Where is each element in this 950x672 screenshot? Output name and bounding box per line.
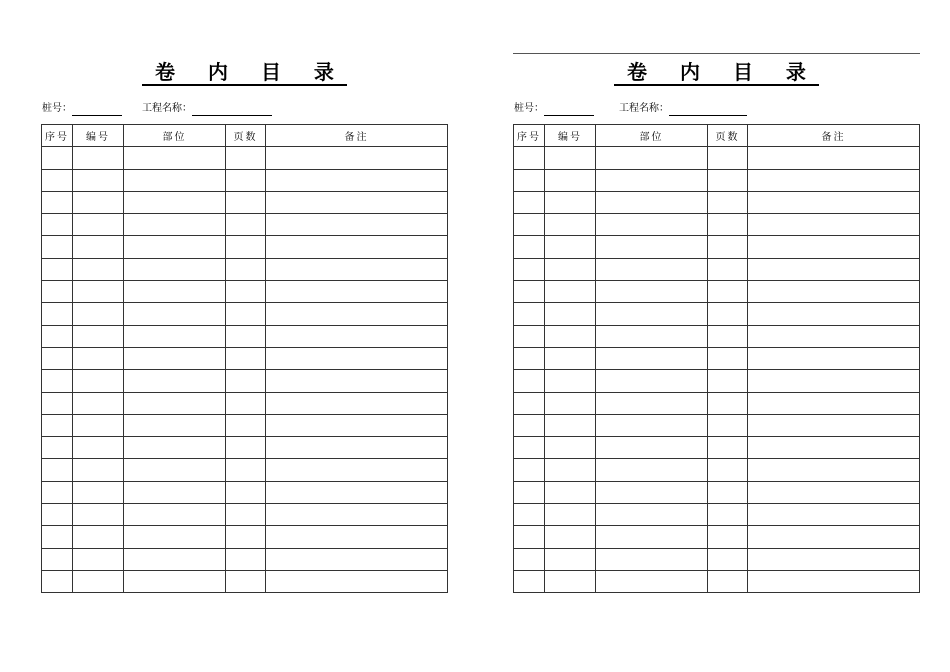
project-blank[interactable] — [669, 104, 747, 116]
table-cell[interactable] — [596, 214, 708, 236]
table-cell[interactable] — [596, 370, 708, 392]
table-row — [42, 504, 448, 526]
table-cell[interactable] — [545, 392, 596, 414]
table-cell[interactable] — [124, 236, 226, 258]
form-title: 卷 内 目 录 — [513, 60, 920, 86]
table-cell[interactable] — [708, 303, 748, 325]
table-cell[interactable] — [42, 347, 73, 369]
table-cell[interactable] — [708, 236, 748, 258]
table-row — [42, 570, 448, 592]
table-cell[interactable] — [42, 437, 73, 459]
table-cell[interactable] — [73, 526, 124, 548]
col-pages: 页数 — [226, 125, 266, 147]
table-cell[interactable] — [73, 437, 124, 459]
table-cell[interactable] — [73, 214, 124, 236]
col-number: 编号 — [545, 125, 596, 147]
table-cell[interactable] — [748, 347, 920, 369]
table-cell[interactable] — [748, 459, 920, 481]
table-cell[interactable] — [73, 169, 124, 191]
table-cell[interactable] — [748, 414, 920, 436]
table-cell[interactable] — [124, 370, 226, 392]
table-cell[interactable] — [545, 548, 596, 570]
table-cell[interactable] — [514, 392, 545, 414]
table-cell[interactable] — [545, 214, 596, 236]
table-row — [514, 347, 920, 369]
table-cell[interactable] — [545, 325, 596, 347]
table-cell[interactable] — [545, 526, 596, 548]
table-cell[interactable] — [266, 325, 448, 347]
table-row — [514, 481, 920, 503]
table-row — [42, 191, 448, 213]
table-cell[interactable] — [708, 370, 748, 392]
table-cell[interactable] — [748, 281, 920, 303]
table-cell[interactable] — [266, 504, 448, 526]
table-header-row — [42, 125, 448, 147]
table-cell[interactable] — [748, 303, 920, 325]
table-cell[interactable] — [124, 504, 226, 526]
col-number: 编号 — [73, 125, 124, 147]
table-cell[interactable] — [514, 347, 545, 369]
table-cell[interactable] — [42, 236, 73, 258]
table-cell[interactable] — [545, 147, 596, 169]
table-cell[interactable] — [42, 392, 73, 414]
table-cell[interactable] — [42, 526, 73, 548]
table-row — [514, 548, 920, 570]
table-cell[interactable] — [596, 504, 708, 526]
table-cell[interactable] — [73, 236, 124, 258]
table-cell[interactable] — [545, 414, 596, 436]
table-cell[interactable] — [73, 258, 124, 280]
table-cell[interactable] — [266, 214, 448, 236]
table-row — [514, 169, 920, 191]
table-row — [514, 526, 920, 548]
table-cell[interactable] — [596, 526, 708, 548]
table-row — [42, 437, 448, 459]
table-cell[interactable] — [708, 481, 748, 503]
table-row — [42, 414, 448, 436]
table-cell[interactable] — [266, 236, 448, 258]
table-cell[interactable] — [124, 147, 226, 169]
table-cell[interactable] — [73, 370, 124, 392]
table-cell[interactable] — [226, 325, 266, 347]
col-part: 部位 — [124, 125, 226, 147]
table-cell[interactable] — [226, 504, 266, 526]
table-cell[interactable] — [73, 325, 124, 347]
table-cell[interactable] — [514, 437, 545, 459]
table-cell[interactable] — [42, 570, 73, 592]
table-cell[interactable] — [708, 504, 748, 526]
table-cell[interactable] — [748, 147, 920, 169]
table-row — [42, 169, 448, 191]
table-cell[interactable] — [545, 370, 596, 392]
table-cell[interactable] — [596, 281, 708, 303]
table-cell[interactable] — [596, 392, 708, 414]
table-cell[interactable] — [124, 548, 226, 570]
contents-table — [41, 124, 448, 593]
project-label: 工程名称： — [619, 103, 669, 114]
table-cell[interactable] — [42, 147, 73, 169]
table-row — [42, 258, 448, 280]
table-cell[interactable] — [124, 325, 226, 347]
table-cell[interactable] — [748, 392, 920, 414]
table-cell[interactable] — [266, 303, 448, 325]
table-cell[interactable] — [226, 147, 266, 169]
table-cell[interactable] — [42, 281, 73, 303]
table-row — [42, 325, 448, 347]
table-row — [42, 281, 448, 303]
pile-label: 桩号： — [514, 103, 544, 114]
pile-label: 桩号： — [42, 103, 72, 114]
table-cell[interactable] — [124, 258, 226, 280]
table-cell[interactable] — [226, 236, 266, 258]
table-cell[interactable] — [226, 481, 266, 503]
table-cell[interactable] — [42, 214, 73, 236]
pile-blank[interactable] — [72, 104, 122, 116]
table-cell[interactable] — [545, 258, 596, 280]
table-cell[interactable] — [708, 214, 748, 236]
table-cell[interactable] — [124, 481, 226, 503]
table-cell[interactable] — [226, 414, 266, 436]
form-info-line — [42, 102, 272, 116]
col-serial: 序号 — [42, 125, 73, 147]
table-cell[interactable] — [748, 325, 920, 347]
table-cell[interactable] — [73, 303, 124, 325]
table-cell[interactable] — [596, 414, 708, 436]
table-row — [42, 236, 448, 258]
table-row — [514, 325, 920, 347]
table-cell[interactable] — [708, 281, 748, 303]
table-cell[interactable] — [748, 169, 920, 191]
table-cell[interactable] — [73, 347, 124, 369]
table-row — [514, 191, 920, 213]
table-cell[interactable] — [124, 526, 226, 548]
table-row — [514, 392, 920, 414]
table-cell[interactable] — [42, 303, 73, 325]
table-cell[interactable] — [596, 481, 708, 503]
table-cell[interactable] — [124, 437, 226, 459]
table-cell[interactable] — [748, 437, 920, 459]
table-row — [514, 437, 920, 459]
table-cell[interactable] — [596, 570, 708, 592]
table-cell[interactable] — [124, 570, 226, 592]
table-cell[interactable] — [124, 191, 226, 213]
table-cell[interactable] — [266, 258, 448, 280]
table-cell[interactable] — [708, 414, 748, 436]
table-row — [514, 214, 920, 236]
form-info-line — [514, 102, 747, 116]
table-cell[interactable] — [708, 548, 748, 570]
table-cell[interactable] — [266, 191, 448, 213]
table-cell[interactable] — [266, 437, 448, 459]
table-cell[interactable] — [514, 570, 545, 592]
table-cell[interactable] — [42, 481, 73, 503]
table-row — [42, 392, 448, 414]
table-cell[interactable] — [226, 258, 266, 280]
table-cell[interactable] — [266, 414, 448, 436]
table-row — [514, 370, 920, 392]
table-cell[interactable] — [226, 214, 266, 236]
table-cell[interactable] — [73, 414, 124, 436]
table-cell[interactable] — [596, 459, 708, 481]
table-cell[interactable] — [266, 169, 448, 191]
table-cell[interactable] — [73, 570, 124, 592]
table-cell[interactable] — [708, 526, 748, 548]
table-cell[interactable] — [596, 325, 708, 347]
table-cell[interactable] — [226, 437, 266, 459]
top-rule — [513, 53, 920, 54]
table-cell[interactable] — [708, 392, 748, 414]
table-cell[interactable] — [42, 504, 73, 526]
table-cell[interactable] — [545, 347, 596, 369]
table-cell[interactable] — [514, 370, 545, 392]
table-cell[interactable] — [226, 548, 266, 570]
table-cell[interactable] — [708, 437, 748, 459]
table-cell[interactable] — [124, 414, 226, 436]
table-cell[interactable] — [514, 147, 545, 169]
table-row — [42, 214, 448, 236]
table-cell[interactable] — [124, 459, 226, 481]
table-cell[interactable] — [226, 370, 266, 392]
table-cell[interactable] — [42, 414, 73, 436]
table-header-row — [514, 125, 920, 147]
col-serial: 序号 — [514, 125, 545, 147]
table-cell[interactable] — [514, 459, 545, 481]
table-cell[interactable] — [514, 526, 545, 548]
table-cell[interactable] — [226, 169, 266, 191]
table-cell[interactable] — [42, 325, 73, 347]
table-row — [514, 459, 920, 481]
table-cell[interactable] — [748, 548, 920, 570]
table-cell[interactable] — [73, 392, 124, 414]
table-cell[interactable] — [596, 236, 708, 258]
table-cell[interactable] — [514, 214, 545, 236]
table-cell[interactable] — [226, 347, 266, 369]
col-part: 部位 — [596, 125, 708, 147]
table-cell[interactable] — [266, 281, 448, 303]
table-row — [514, 236, 920, 258]
table-cell[interactable] — [266, 459, 448, 481]
col-remark: 备注 — [748, 125, 920, 147]
table-cell[interactable] — [73, 481, 124, 503]
table-cell[interactable] — [514, 169, 545, 191]
table-cell[interactable] — [514, 481, 545, 503]
table-cell[interactable] — [514, 325, 545, 347]
table-cell[interactable] — [596, 347, 708, 369]
table-row — [514, 147, 920, 169]
table-cell[interactable] — [124, 392, 226, 414]
table-cell[interactable] — [124, 347, 226, 369]
table-cell[interactable] — [748, 214, 920, 236]
form-title: 卷 内 目 录 — [41, 60, 448, 86]
table-cell[interactable] — [708, 258, 748, 280]
table-cell[interactable] — [73, 191, 124, 213]
table-cell[interactable] — [708, 191, 748, 213]
table-cell[interactable] — [514, 236, 545, 258]
table-cell[interactable] — [73, 504, 124, 526]
table-cell[interactable] — [124, 169, 226, 191]
table-cell[interactable] — [514, 281, 545, 303]
table-cell[interactable] — [708, 147, 748, 169]
pile-blank[interactable] — [544, 104, 594, 116]
table-cell[interactable] — [42, 548, 73, 570]
table-cell[interactable] — [596, 191, 708, 213]
table-cell[interactable] — [266, 392, 448, 414]
table-cell[interactable] — [545, 459, 596, 481]
table-cell[interactable] — [42, 191, 73, 213]
table-row — [42, 370, 448, 392]
table-cell[interactable] — [226, 526, 266, 548]
table-row — [514, 303, 920, 325]
table-cell[interactable] — [73, 147, 124, 169]
table-cell[interactable] — [596, 303, 708, 325]
table-cell[interactable] — [708, 169, 748, 191]
table-cell[interactable] — [708, 459, 748, 481]
table-cell[interactable] — [266, 481, 448, 503]
table-cell[interactable] — [748, 526, 920, 548]
table-cell[interactable] — [514, 303, 545, 325]
table-cell[interactable] — [514, 504, 545, 526]
table-cell[interactable] — [266, 570, 448, 592]
table-cell[interactable] — [124, 303, 226, 325]
table-cell[interactable] — [596, 169, 708, 191]
table-cell[interactable] — [748, 236, 920, 258]
table-cell[interactable] — [266, 147, 448, 169]
table-row — [514, 570, 920, 592]
table-cell[interactable] — [266, 370, 448, 392]
contents-table — [513, 124, 920, 593]
table-cell[interactable] — [596, 437, 708, 459]
table-cell[interactable] — [266, 347, 448, 369]
table-cell[interactable] — [748, 370, 920, 392]
table-cell[interactable] — [748, 570, 920, 592]
table-row — [42, 347, 448, 369]
table-cell[interactable] — [226, 392, 266, 414]
table-row — [42, 526, 448, 548]
table-cell[interactable] — [545, 504, 596, 526]
table-cell[interactable] — [748, 258, 920, 280]
table-row — [42, 303, 448, 325]
table-row — [514, 504, 920, 526]
table-row — [514, 414, 920, 436]
table-cell[interactable] — [73, 548, 124, 570]
table-cell[interactable] — [596, 548, 708, 570]
table-row — [42, 459, 448, 481]
project-blank[interactable] — [192, 104, 272, 116]
table-cell[interactable] — [708, 347, 748, 369]
table-cell[interactable] — [73, 459, 124, 481]
table-cell[interactable] — [545, 437, 596, 459]
table-cell[interactable] — [545, 303, 596, 325]
table-cell[interactable] — [226, 303, 266, 325]
table-cell[interactable] — [42, 258, 73, 280]
table-cell[interactable] — [42, 370, 73, 392]
table-cell[interactable] — [545, 169, 596, 191]
table-row — [514, 281, 920, 303]
table-cell[interactable] — [42, 459, 73, 481]
table-row — [42, 481, 448, 503]
table-cell[interactable] — [545, 481, 596, 503]
table-cell[interactable] — [226, 281, 266, 303]
table-cell[interactable] — [545, 191, 596, 213]
table-cell[interactable] — [266, 526, 448, 548]
table-cell[interactable] — [708, 570, 748, 592]
col-pages: 页数 — [708, 125, 748, 147]
table-cell[interactable] — [514, 414, 545, 436]
table-cell[interactable] — [124, 281, 226, 303]
table-cell[interactable] — [708, 325, 748, 347]
table-cell[interactable] — [226, 459, 266, 481]
table-cell[interactable] — [226, 191, 266, 213]
table-cell[interactable] — [73, 281, 124, 303]
col-remark: 备注 — [266, 125, 448, 147]
table-cell[interactable] — [514, 548, 545, 570]
table-row — [42, 548, 448, 570]
table-cell[interactable] — [124, 214, 226, 236]
table-cell[interactable] — [545, 570, 596, 592]
table-cell[interactable] — [748, 191, 920, 213]
table-cell[interactable] — [226, 570, 266, 592]
table-cell[interactable] — [596, 258, 708, 280]
table-row — [42, 147, 448, 169]
table-cell[interactable] — [748, 481, 920, 503]
table-cell[interactable] — [748, 504, 920, 526]
project-label: 工程名称： — [142, 103, 192, 114]
table-row — [514, 258, 920, 280]
table-cell[interactable] — [596, 147, 708, 169]
table-cell[interactable] — [514, 258, 545, 280]
table-cell[interactable] — [42, 169, 73, 191]
table-cell[interactable] — [545, 236, 596, 258]
table-cell[interactable] — [266, 548, 448, 570]
table-cell[interactable] — [545, 281, 596, 303]
table-cell[interactable] — [514, 191, 545, 213]
